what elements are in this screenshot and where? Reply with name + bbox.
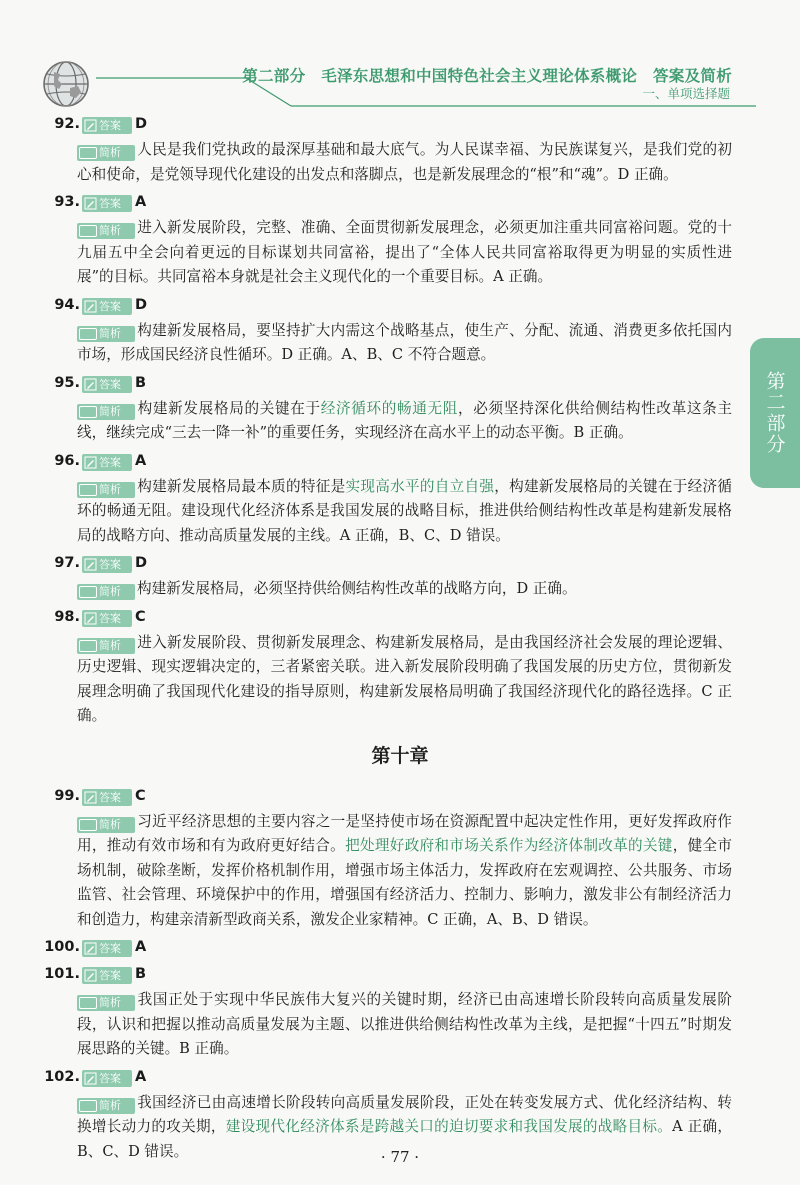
- answer-line: [0, 784, 800, 810]
- header-title: 第二部分 毛泽东思想和中国特色社会主义理论体系概论 答案及简析: [242, 67, 732, 85]
- analysis-tag-label: 简析: [99, 404, 121, 418]
- explanation-text: [77, 988, 732, 1064]
- explanation-segment: ，必须坚持深化供给侧结构性改革这条主线，继续完成“三去一降一补”的重要任务，实现经济在高水平上的动态平衡。B 正确。: [77, 399, 732, 441]
- explanation-segment: 构建新发展格局的关键在于: [137, 399, 321, 417]
- answer-item: [0, 551, 800, 604]
- section-side-tab: 第二部分: [750, 338, 800, 488]
- question-number: 95.: [54, 374, 80, 391]
- explanation-text: [77, 138, 732, 189]
- answer-tag-label: 答案: [99, 455, 121, 469]
- highlighted-text: 把处理好政府和市场关系作为经济体制改革的关键: [345, 837, 673, 854]
- pencil-icon: [84, 969, 97, 982]
- question-number: 99.: [54, 787, 80, 804]
- answer-item: [0, 112, 800, 189]
- answer-line: [0, 371, 800, 397]
- answer-letter: D: [135, 555, 148, 571]
- answer-item: [0, 784, 800, 935]
- analysis-tag: [77, 404, 135, 420]
- analysis-tag: [77, 326, 135, 342]
- answer-item: [0, 962, 800, 1064]
- pencil-icon: [84, 1072, 97, 1085]
- analysis-icon: [79, 328, 97, 340]
- pencil-icon: [84, 612, 97, 625]
- analysis-tag-label: 简析: [99, 326, 121, 340]
- explanation-segment: 构建新发展格局，必须坚持供给侧结构性改革的战略方向，D 正确。: [137, 580, 577, 597]
- answer-letter: D: [135, 296, 148, 313]
- highlighted-text: 建设现代化经济体系是跨越关口的迫切要求和我国发展的战略目标。: [225, 1118, 673, 1135]
- answer-group: [0, 784, 800, 1167]
- analysis-tag-label: 简析: [99, 146, 121, 159]
- answer-tag: [82, 298, 132, 315]
- answer-letter: A: [135, 452, 147, 469]
- explanation-text: [77, 810, 732, 935]
- question-number: 101.: [44, 966, 80, 982]
- question-number: 92.: [54, 116, 80, 132]
- analysis-tag: [77, 1098, 135, 1114]
- explanation-text: [77, 216, 732, 292]
- explanation-segment: ，健全市场机制，破除垄断，发挥价格机制作用，增强市场主体活力，发挥政府在宏观调控、公共服务、市场监管、社会管理、环境保护中的作用，增强国有经济活力、控制力、影响力，激发非公有制经济活力和创造力，构建亲清新型政商关系，激发企业家精神。C 正确，A、B、D 错误。: [77, 837, 732, 928]
- answer-item: [0, 371, 800, 448]
- answer-tag: [82, 610, 132, 627]
- question-number: 94.: [54, 296, 80, 313]
- explanation-segment: 进入新发展阶段、贯彻新发展理念、构建新发展格局，是由我国经济社会发展的理论逻辑、历史逻辑、现实逻辑决定的，三者紧密关联。进入新发展阶段明确了我国发展的历史方位，贯彻新发展理念明确了我国现代化建设的指导原则，构建新发展格局明确了我国经济现代化的路径选择。C 正确。: [77, 633, 732, 724]
- analysis-icon: [79, 1100, 97, 1112]
- explanation-segment: 我国经济已由高速增长阶段转向高质量发展阶段，正处在转变发展方式、优化经济结构、转换增长动力的攻关期，: [77, 1093, 732, 1135]
- analysis-tag-label: 简析: [99, 996, 121, 1009]
- answer-letter: B: [135, 374, 147, 391]
- answer-tag-label: 答案: [99, 969, 121, 982]
- analysis-tag: [77, 584, 135, 600]
- answer-tag-label: 答案: [99, 119, 121, 132]
- analysis-tag: [77, 638, 135, 654]
- explanation-segment: 构建新发展格局，要坚持扩大内需这个战略基点，使生产、分配、流通、消费更多依托国内市场，形成国民经济良性循环。D 正确。A、B、C 不符合题意。: [77, 321, 732, 363]
- analysis-icon: [79, 997, 97, 1009]
- answer-tag-label: 答案: [99, 377, 121, 391]
- explanation-segment: 进入新发展阶段，完整、准确、全面贯彻新发展理念，必须更加注重共同富裕问题。党的十九届五中全会向着更远的目标谋划共同富裕，提出了“全体人民共同富裕取得更为明显的实质性进展”的目标。共同富裕本身就是社会主义现代化的一个重要目标。A 正确。: [77, 219, 732, 285]
- answer-letter: A: [135, 939, 147, 955]
- answer-tag: [82, 940, 132, 957]
- question-number: 93.: [54, 194, 80, 210]
- question-number: 98.: [54, 608, 80, 625]
- answer-tag-label: 答案: [99, 1071, 121, 1085]
- answer-tag-label: 答案: [99, 942, 121, 955]
- chapter-heading: 第十章: [371, 744, 429, 767]
- analysis-tag-label: 简析: [99, 817, 121, 831]
- analysis-tag: [77, 995, 135, 1011]
- answer-list: [0, 112, 800, 1167]
- analysis-tag-label: 简析: [99, 1098, 121, 1112]
- analysis-icon: [79, 484, 97, 496]
- answer-tag-label: 答案: [99, 197, 121, 210]
- answer-item: [0, 605, 800, 731]
- analysis-tag: [77, 817, 135, 833]
- answer-tag: [82, 556, 132, 573]
- answer-line: [0, 190, 800, 216]
- answer-tag-label: 答案: [99, 790, 121, 804]
- answer-item: [0, 190, 800, 292]
- answer-letter: B: [135, 966, 147, 982]
- answer-tag: [82, 117, 132, 134]
- answer-letter: A: [135, 1068, 147, 1085]
- answer-group: [0, 112, 800, 731]
- answer-tag-label: 答案: [99, 299, 121, 313]
- pencil-icon: [84, 791, 97, 804]
- analysis-icon: [79, 225, 97, 237]
- answer-item: [0, 935, 800, 961]
- pencil-icon: [84, 197, 97, 210]
- explanation-text: [77, 319, 732, 370]
- answer-tag: [82, 789, 132, 806]
- answer-tag: [82, 1070, 132, 1087]
- globe-logo-icon: [40, 58, 92, 110]
- explanation-segment: 构建新发展格局最本质的特征是: [137, 477, 346, 495]
- answer-letter: A: [135, 194, 147, 210]
- pencil-icon: [84, 378, 97, 391]
- analysis-tag: [77, 482, 135, 498]
- answer-line: [0, 605, 800, 631]
- answer-line: [0, 293, 800, 319]
- question-number: 96.: [54, 452, 80, 469]
- analysis-icon: [79, 406, 97, 418]
- answer-line: [0, 551, 800, 577]
- explanation-text: [77, 631, 732, 731]
- answer-letter: C: [135, 787, 146, 804]
- explanation-segment: 习近平经济思想的主要内容之一是坚持使市场在资源配置中起决定性作用，更好发挥政府作用，推动有效市场和有为政府更好结合。: [77, 812, 732, 854]
- question-number: 100.: [44, 939, 80, 955]
- question-number: 97.: [54, 555, 80, 571]
- analysis-tag-label: 简析: [99, 638, 121, 652]
- answer-tag: [82, 454, 132, 471]
- answer-item: [0, 449, 800, 551]
- analysis-tag: [77, 223, 135, 239]
- explanation-segment: A 正确，B、C、D 错误。: [77, 1118, 732, 1160]
- pencil-icon: [84, 300, 97, 313]
- answer-tag-label: 答案: [99, 611, 121, 625]
- page-number: · 77 ·: [380, 1148, 420, 1166]
- analysis-tag-label: 简析: [99, 585, 121, 598]
- answer-line: [0, 112, 800, 138]
- header-subtitle: 一、单项选择题: [642, 86, 730, 101]
- analysis-tag-label: 简析: [99, 224, 121, 237]
- analysis-tag-label: 简析: [99, 482, 121, 496]
- explanation-text: [77, 577, 732, 604]
- pencil-icon: [84, 558, 97, 571]
- answer-item: [0, 293, 800, 370]
- explanation-segment: ，构建新发展格局的关键在于经济循环的畅通无阻。建设现代化经济体系是我国发展的战略目标，推进供给侧结构性改革是构建新发展格局的战略方向、推动高质量发展的主线。A 正确，B、C、D 错误。: [77, 477, 732, 544]
- pencil-icon: [84, 119, 97, 132]
- analysis-icon: [79, 819, 97, 831]
- analysis-icon: [79, 147, 97, 159]
- pencil-icon: [84, 456, 97, 469]
- explanation-text: [77, 475, 732, 551]
- answer-letter: C: [135, 608, 146, 625]
- analysis-icon: [79, 586, 97, 598]
- answer-letter: D: [135, 116, 148, 132]
- answer-line: [0, 1065, 800, 1091]
- page-header: [0, 0, 800, 120]
- answer-tag: [82, 967, 132, 984]
- highlighted-text: 经济循环的畅通无阻: [320, 399, 459, 417]
- question-number: 102.: [44, 1068, 80, 1085]
- answer-tag: [82, 195, 132, 212]
- answer-tag-label: 答案: [99, 558, 121, 571]
- analysis-icon: [79, 640, 97, 652]
- answer-line: [0, 935, 800, 961]
- explanation-segment: 我国正处于实现中华民族伟大复兴的关键时期，经济已由高速增长阶段转向高质量发展阶段，认识和把握以推动高质量发展为主题、以推进供给侧结构性改革为主线，是把握“十四五”时期发展思路的关键。B 正确。: [77, 991, 732, 1057]
- analysis-tag: [77, 145, 135, 161]
- highlighted-text: 实现高水平的自立自强: [345, 477, 495, 495]
- answer-line: [0, 449, 800, 475]
- answer-tag: [82, 376, 132, 393]
- explanation-text: [77, 397, 732, 448]
- explanation-segment: 人民是我们党执政的最深厚基础和最大底气。为人民谋幸福、为民族谋复兴，是我们党的初心和使命，是党领导现代化建设的出发点和落脚点，也是新发展理念的“根”和“魂”。D 正确。: [77, 141, 732, 183]
- answer-line: [0, 962, 800, 988]
- pencil-icon: [84, 942, 97, 955]
